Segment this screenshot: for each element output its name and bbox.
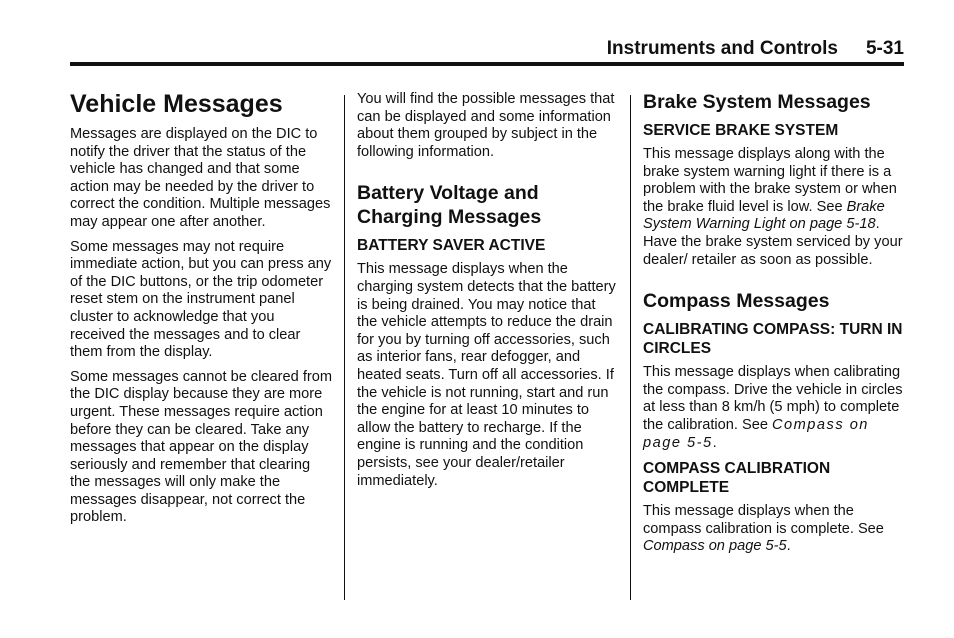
section-heading: Compass Messages xyxy=(643,290,830,313)
message-heading: BATTERY SAVER ACTIVE xyxy=(357,237,546,255)
page-number: 5-31 xyxy=(865,38,904,59)
section-heading: Brake System Messages xyxy=(643,91,871,113)
header-rule xyxy=(70,62,904,66)
paragraph: Some messages may not require immediate action, but you can press any of the DIC buttons, or the trip odometer reset stem on the instrument panel cluster to acknowledge that you received the messages and to clear them from the display. xyxy=(70,238,332,361)
cross-reference: Brake System Warning Light on page 5-18 xyxy=(643,198,885,233)
paragraph: Messages are displayed on the DIC to notify the driver that the status of the vehicle has changed and that some action may be needed by the driver to correct the condition. Multiple messages may appear one after another. xyxy=(70,126,331,230)
message-heading: CALIBRATING COMPASS: TURN IN CIRCLES xyxy=(643,321,903,358)
paragraph: This message displays when the charging system detects that the battery is being drained. You may notice that the vehicle attempts to reduce the drain for you by turning off accessories, such as interior fans, rear defogger, and heated seats. Turn off all accessories. If the vehicle is not running, start and run the engine for at least 10 minutes to allow the battery to recharge. If the engine is running and the condition persists, see your dealer/retailer immediately. xyxy=(357,261,616,489)
paragraph: You will find the possible messages that can be displayed and some information about them grouped by subject in the following information. xyxy=(357,91,615,160)
column-3 xyxy=(643,90,907,563)
paragraph: Some messages cannot be cleared from the DIC display because they are more urgent. These messages require action before they can be cleared. Take any messages that appear on the display seriously and remember that clearing the messages will only make the messages disappear, not correct the problem. xyxy=(70,368,333,526)
message-heading: SERVICE BRAKE SYSTEM xyxy=(643,122,839,139)
column-1 xyxy=(70,90,332,534)
paragraph: This message displays along with the brake system warning light if there is a problem with the brake system or when the brake fluid level is low. See Brake System Warning Light on page 5-18. Have the brake system serviced by your dealer/ retailer as soon as possible. xyxy=(643,146,903,268)
running-header xyxy=(70,38,904,62)
section-heading: Battery Voltage and Charging Messages xyxy=(357,182,542,229)
column-2 xyxy=(357,91,619,497)
column-divider-2 xyxy=(630,95,631,600)
paragraph: This message displays when calibrating the compass. Drive the vehicle in circles at less than 8 km/h (5 mph) to complete the calibration. See Compass on page 5-5. xyxy=(643,364,903,451)
column-divider-1 xyxy=(344,95,345,600)
cross-reference: Compass on page 5-5 xyxy=(643,416,869,451)
paragraph: This message displays when the compass calibration is complete. See Compass on page 5-5. xyxy=(643,503,884,555)
section-title: Instruments and Controls xyxy=(606,38,838,59)
message-heading: COMPASS CALIBRATION COMPLETE xyxy=(643,460,831,497)
page-title: Vehicle Messages xyxy=(70,90,283,118)
cross-reference: Compass on page 5-5 xyxy=(643,538,787,555)
